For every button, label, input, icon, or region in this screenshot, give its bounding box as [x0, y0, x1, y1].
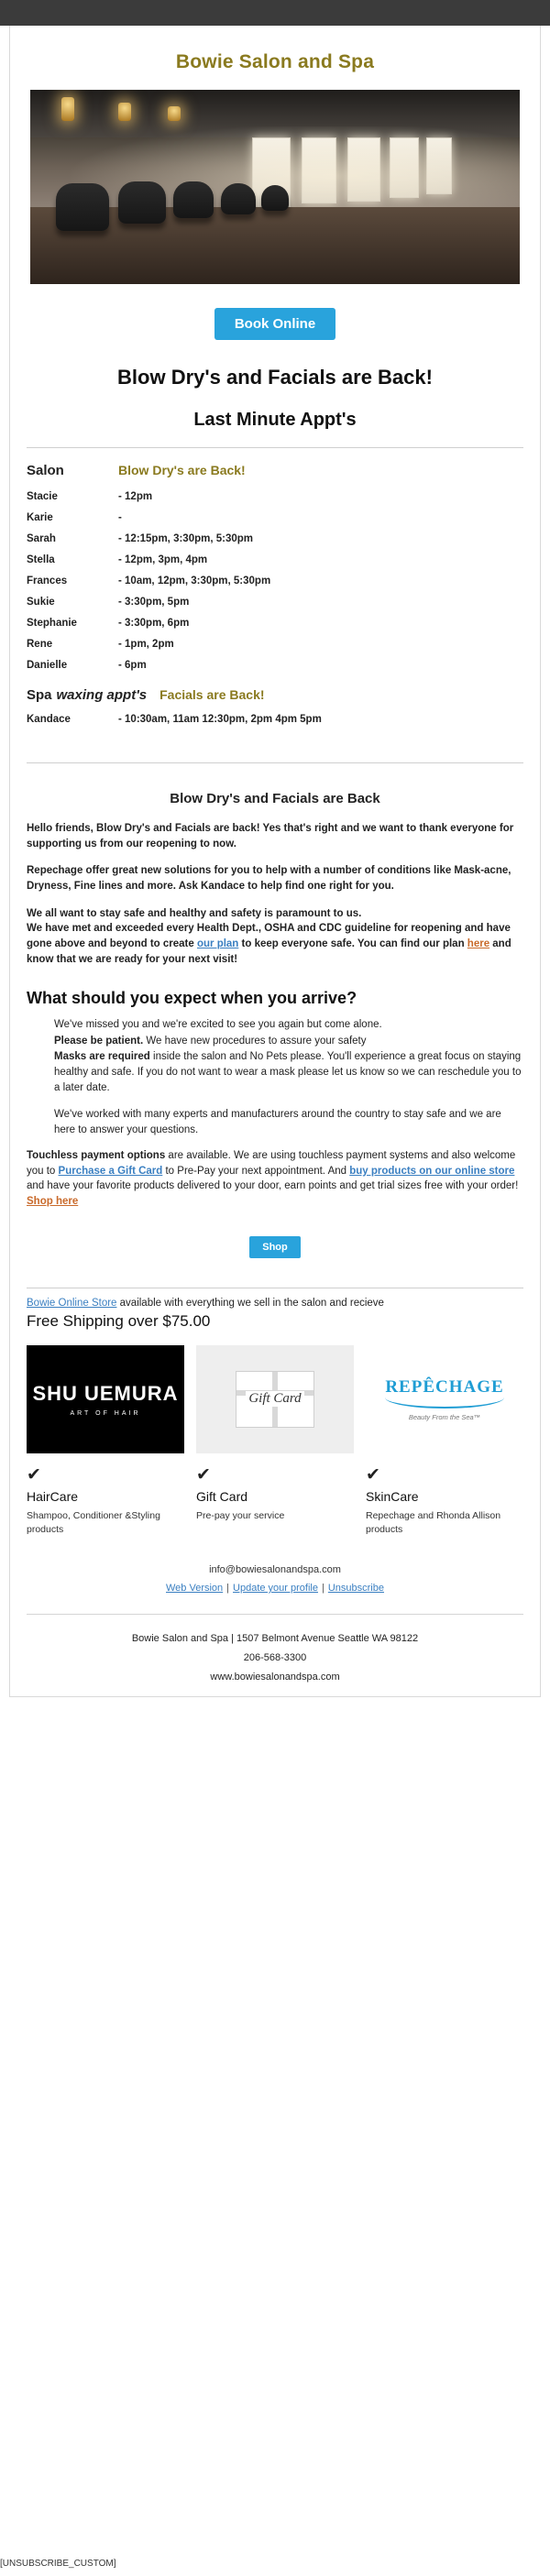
online-store-link[interactable]: buy products on our online store — [349, 1165, 515, 1177]
subheadline: Last Minute Appt's — [193, 410, 357, 430]
headline: Blow Dry's and Facials are Back! — [117, 366, 433, 389]
shop-button[interactable]: Shop — [249, 1236, 301, 1258]
footer-links — [27, 1583, 523, 1594]
payment-line-d: and have your favorite products delivered to your door, earn points and get trial sizes free with your order! — [27, 1180, 519, 1192]
repechage-wordmark: REPÊCHAGE — [385, 1376, 504, 1397]
repechage-tagline: Beauty From the Sea™ — [408, 1412, 481, 1421]
store-line-text: available with everything we sell in the salon and recieve — [116, 1297, 384, 1309]
table-row — [27, 491, 523, 502]
purchase-gift-card-link[interactable]: Purchase a Gift Card — [58, 1165, 163, 1177]
card-gift-card[interactable] — [196, 1345, 354, 1537]
table-row — [27, 575, 523, 586]
business-phone: 206-568-3300 — [243, 1652, 307, 1664]
shop-here-link[interactable]: Shop here — [27, 1196, 79, 1208]
stylist-times: - 12:15pm, 3:30pm, 5:30pm — [118, 533, 254, 544]
stylist-times: - 12pm, 3pm, 4pm — [118, 554, 208, 565]
pendant-lamp-icon — [61, 97, 74, 121]
payment-paragraph — [27, 1148, 523, 1210]
unsubscribe-link[interactable]: Unsubscribe — [327, 1583, 384, 1595]
page-title: Bowie Salon and Spa — [175, 51, 375, 72]
footer-email: info@bowiesalonandspa.com — [209, 1564, 341, 1576]
article-paragraph-1: Hello friends, Blow Dry's and Facials are back! Yes that's right and we want to thank everyone for supporting us from our reopening to now. — [27, 823, 514, 850]
stylist-name: Stella — [27, 554, 55, 565]
hero-image-wrap — [10, 90, 540, 284]
expect-paragraph-1 — [54, 1017, 523, 1096]
card-description: Repechage and Rhonda Allison products — [366, 1509, 501, 1536]
article-paragraph-3 — [27, 906, 523, 968]
card-description: Shampoo, Conditioner &Styling products — [27, 1509, 160, 1536]
our-plan-link[interactable]: our plan — [196, 938, 239, 950]
footer — [10, 1537, 540, 1599]
business-website: www.bowiesalonandspa.com — [210, 1672, 340, 1683]
stylist-times: - 3:30pm, 6pm — [118, 618, 190, 629]
card-title: HairCare — [27, 1488, 79, 1504]
gift-card-wordmark: Gift Card — [246, 1391, 303, 1407]
appointment-schedule — [10, 448, 540, 739]
gift-card-image — [196, 1345, 354, 1453]
safety-line-2: We have met and exceeded every Health Dept., OSHA and CDC guideline for reopening and have gone above and beyond to create — [27, 923, 511, 950]
stylist-times: - — [118, 512, 122, 523]
free-shipping-text: Free Shipping over $75.00 — [27, 1311, 211, 1330]
card-title: SkinCare — [366, 1488, 419, 1504]
footer-separator: | — [226, 1583, 230, 1595]
update-profile-link[interactable]: Update your profile — [233, 1583, 318, 1595]
bowie-online-store-link[interactable]: Bowie Online Store — [27, 1297, 117, 1309]
stylist-name: Rene — [27, 639, 53, 650]
table-row — [27, 554, 523, 565]
expect-paragraph-2: We've worked with many experts and manufacturers around the country to stay safe and we are here to answer your questions. — [54, 1108, 501, 1135]
store-line — [10, 1288, 540, 1309]
esthetician-name: Kandace — [27, 714, 71, 725]
esthetician-times: - 10:30am, 11am 12:30pm, 2pm 4pm 5pm — [118, 714, 322, 725]
unsubscribe-token: [UNSUBSCRIBE_CUSTOM] — [0, 2559, 116, 2569]
gift-box-icon — [236, 1371, 314, 1428]
stylist-name: Stephanie — [27, 618, 77, 629]
stylist-name: Stacie — [27, 491, 58, 502]
article-title: Blow Dry's and Facials are Back — [170, 791, 380, 806]
shu-uemura-logo — [27, 1345, 184, 1453]
safety-line-4: and know that we are ready for your next visit! — [27, 938, 512, 965]
pendant-lamp-icon — [118, 103, 131, 121]
stylist-times: - 12pm — [118, 491, 153, 502]
spa-waxing-label: waxing appt's — [56, 687, 148, 703]
spa-label: Spa — [27, 687, 52, 703]
article-paragraph-2: Repechage offer great new solutions for you to help with a number of conditions like Mask-acne, Dryness, Fine lines and more. Ask Kandace to help find one right for you. — [27, 865, 512, 893]
card-haircare[interactable] — [27, 1345, 184, 1537]
check-icon: ✔ — [27, 1464, 41, 1485]
safety-line-3: to keep everyone safe. You can find our plan — [238, 938, 468, 950]
table-row — [27, 714, 523, 725]
expect-line-1c: We have new procedures to assure your safety — [143, 1035, 367, 1047]
top-bar — [0, 0, 550, 26]
check-icon: ✔ — [196, 1464, 211, 1485]
facials-title: Facials are Back! — [160, 687, 265, 702]
product-cards — [10, 1331, 540, 1537]
salon-label: Salon — [27, 463, 64, 478]
article-body — [10, 821, 540, 967]
salon-chair — [261, 185, 289, 211]
expect-be-patient: Please be patient. — [54, 1035, 144, 1047]
table-row — [27, 660, 523, 671]
table-row — [27, 639, 523, 650]
table-row — [27, 533, 523, 544]
expect-masks-required: Masks are required — [54, 1050, 150, 1062]
footer-separator: | — [321, 1583, 324, 1595]
email-frame — [9, 26, 541, 1697]
book-online-button[interactable]: Book Online — [214, 308, 336, 340]
divider — [27, 762, 523, 763]
salon-interior-photo — [30, 90, 520, 284]
card-title: Gift Card — [196, 1488, 248, 1504]
table-row — [27, 618, 523, 629]
stylist-times: - 1pm, 2pm — [118, 639, 174, 650]
payment-body — [10, 1148, 540, 1210]
stylist-name: Sarah — [27, 533, 56, 544]
salon-chair — [221, 183, 256, 214]
check-icon: ✔ — [366, 1464, 380, 1485]
footer-address-block — [10, 1629, 540, 1687]
salon-chair — [56, 183, 109, 231]
expect-line-1a: We've missed you and we're excited to see you again but come alone. — [54, 1019, 382, 1031]
salon-schedule-header — [27, 463, 523, 478]
payment-line-c: to Pre-Pay your next appointment. And — [162, 1165, 350, 1177]
touchless-payment-label: Touchless payment options — [27, 1150, 166, 1162]
shop-button-row — [10, 1222, 540, 1271]
shu-uemura-wordmark: SHU UEMURA — [32, 1381, 179, 1405]
card-skincare[interactable] — [366, 1345, 523, 1537]
safety-line-1: We all want to stay safe and healthy and safety is paramount to us. — [27, 907, 362, 919]
stylist-name: Sukie — [27, 597, 55, 608]
table-row — [27, 597, 523, 608]
expect-heading: What should you expect when you arrive? — [27, 989, 358, 1008]
shu-uemura-tagline: ART OF HAIR — [70, 1409, 141, 1417]
repechage-logo — [366, 1345, 523, 1453]
payment-line-b: are available. We are using touchless payment systems and also welcome you to — [27, 1150, 516, 1177]
stylist-name: Frances — [27, 575, 68, 586]
spa-schedule-header — [27, 687, 523, 703]
book-online-row — [10, 284, 540, 356]
expect-body — [10, 1017, 540, 1138]
stylist-times: - 10am, 12pm, 3:30pm, 5:30pm — [118, 575, 271, 586]
salon-chair — [173, 181, 214, 218]
pendant-lamp-icon — [168, 106, 181, 121]
expect-line-2b: inside the salon and No Pets please. You'll experience a great focus on staying healthy and safe. If you do not want to wear a mask please let us know so we can reschedule you to a later date. — [54, 1050, 522, 1094]
table-row — [27, 512, 523, 523]
stylist-name: Danielle — [27, 660, 68, 671]
divider — [27, 1614, 523, 1615]
business-address: Bowie Salon and Spa | 1507 Belmont Avenue Seattle WA 98122 — [131, 1633, 419, 1645]
web-version-link[interactable]: Web Version — [166, 1583, 224, 1595]
stylist-times: - 3:30pm, 5pm — [118, 597, 190, 608]
card-description: Pre-pay your service — [196, 1509, 285, 1521]
stylist-times: - 6pm — [118, 660, 147, 671]
blow-dry-title: Blow Dry's are Back! — [118, 463, 246, 477]
stylist-name: Karie — [27, 512, 53, 523]
wave-icon — [385, 1398, 504, 1409]
here-link[interactable]: here — [467, 938, 490, 950]
salon-chair — [118, 181, 166, 224]
